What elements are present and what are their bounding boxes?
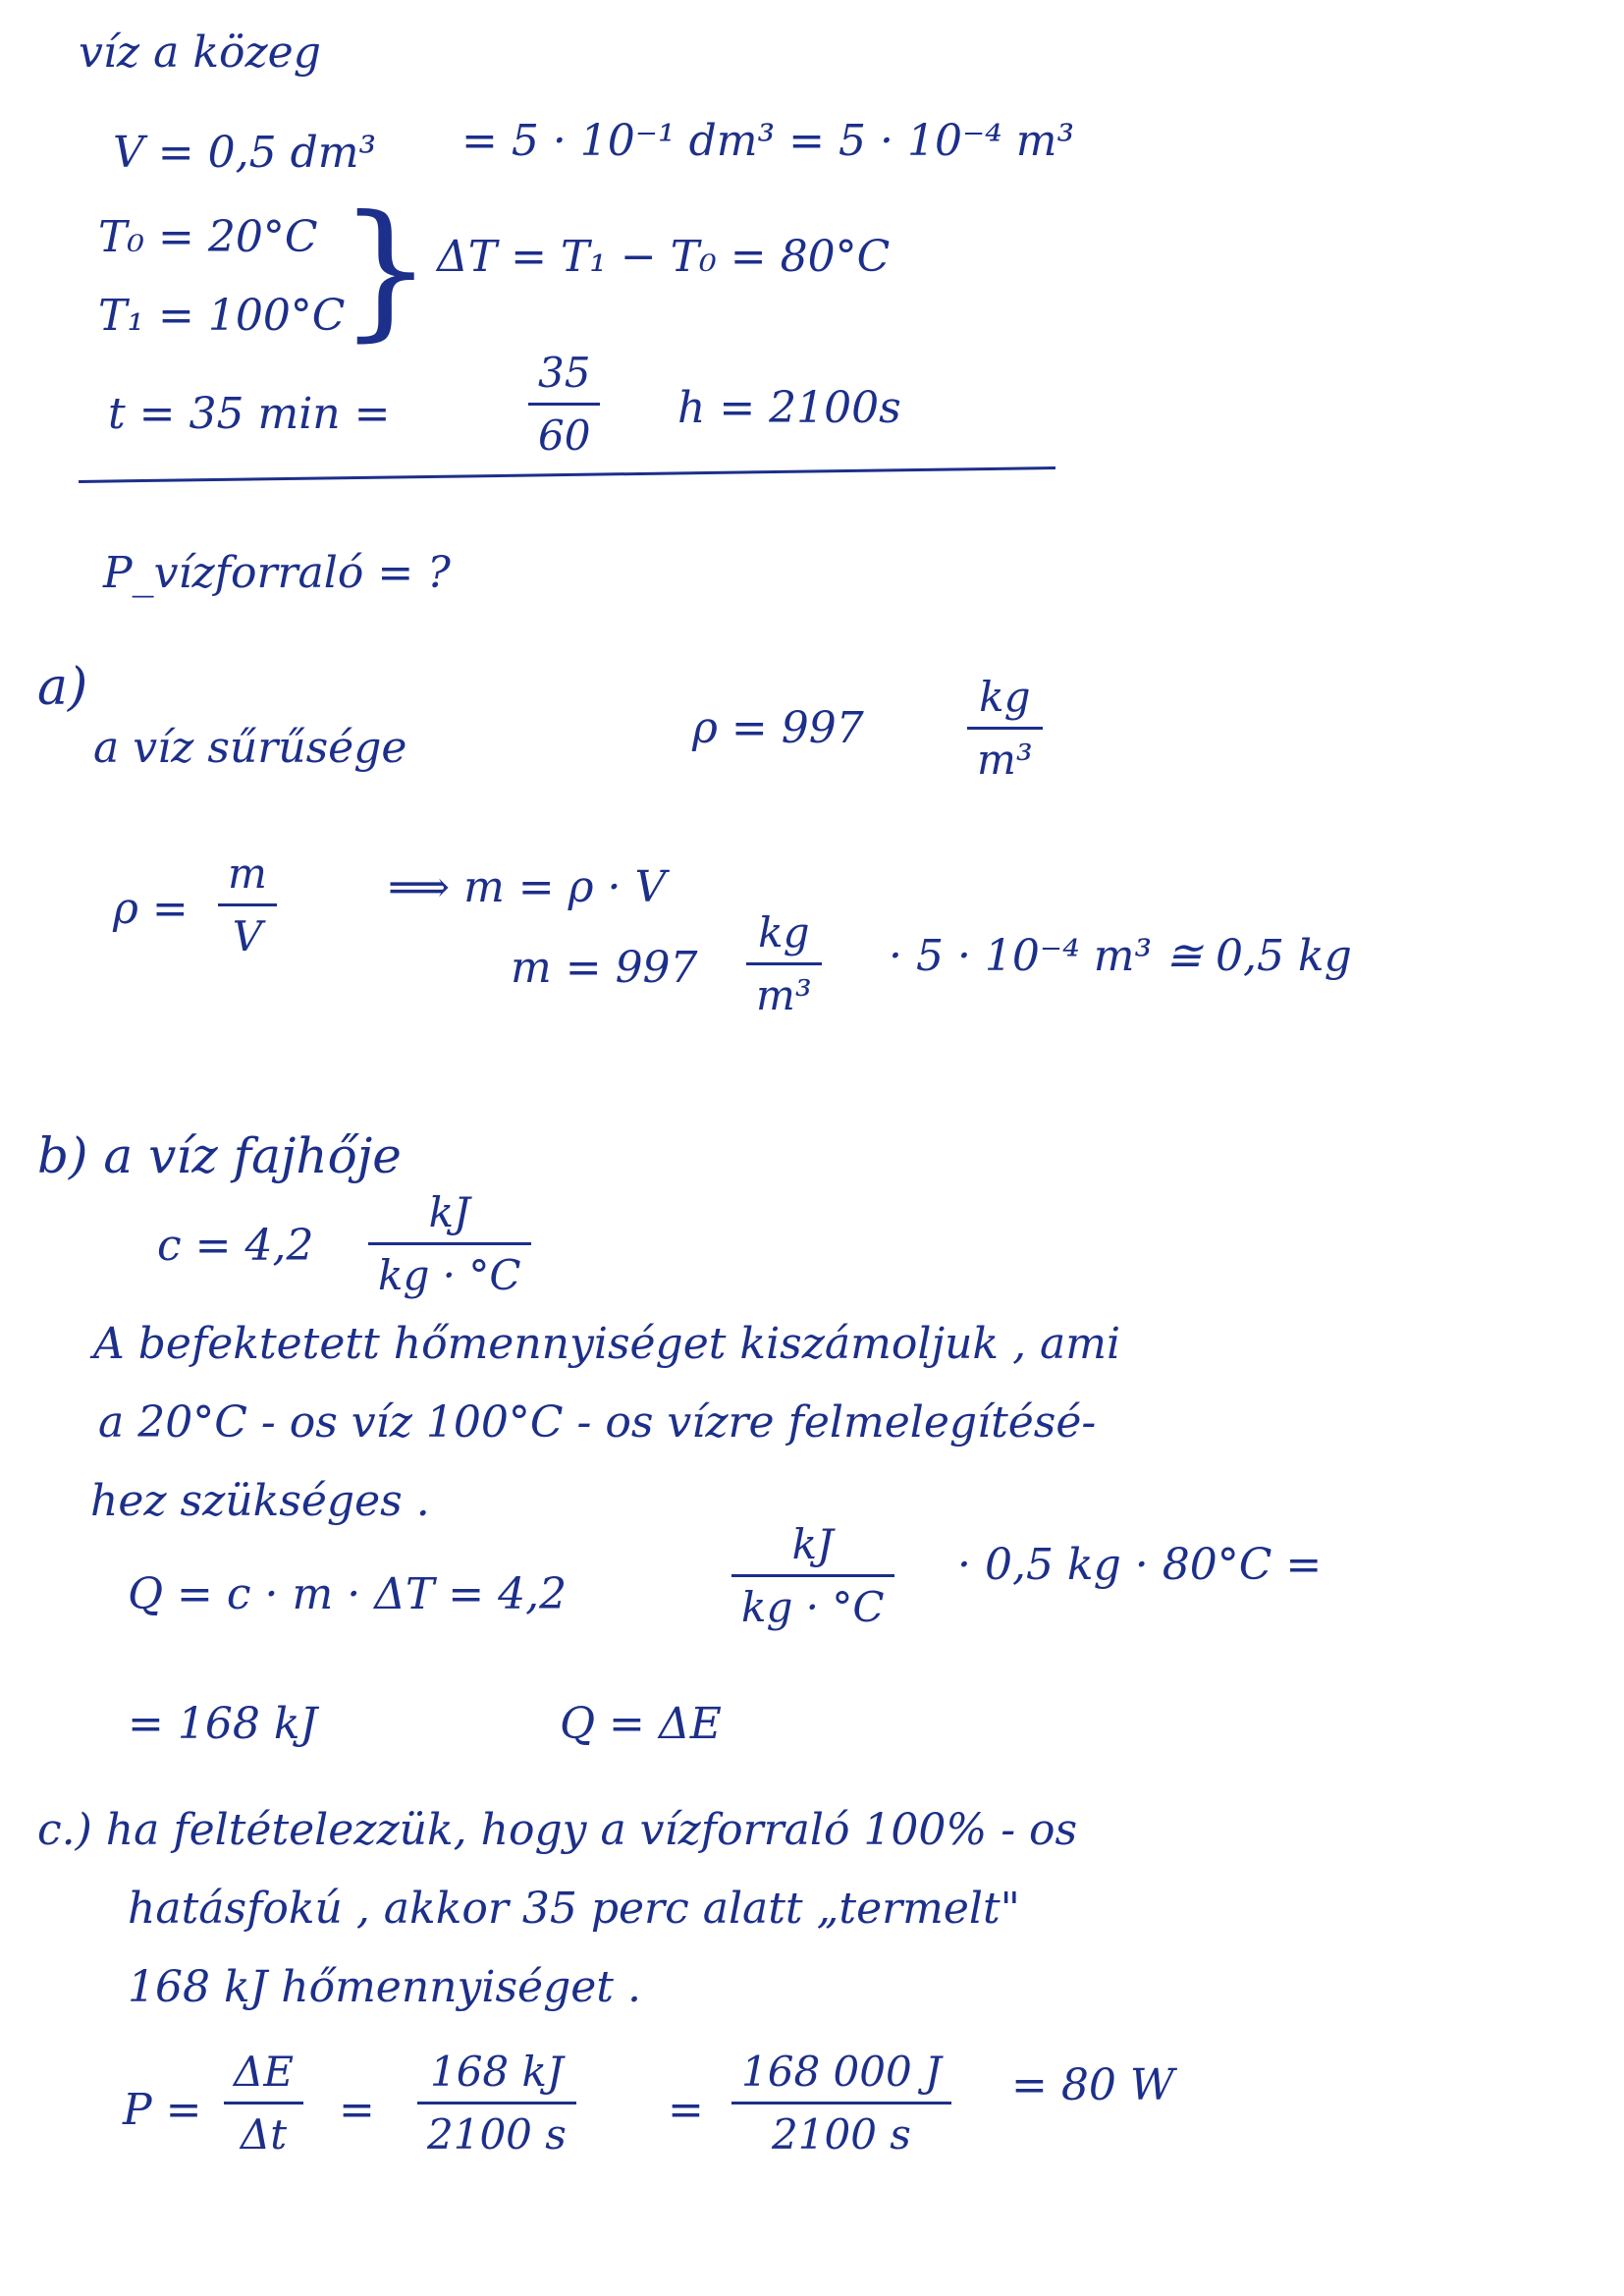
time-fraction-numerator: 35 xyxy=(538,349,591,397)
heat-energy-equality: Q = ΔE xyxy=(560,1699,722,1749)
heat-unit-fraction xyxy=(731,1520,894,1631)
heat-text-line3: hez szükséges . xyxy=(90,1476,430,1526)
c-unit-num: kJ xyxy=(428,1188,470,1236)
power-frac1-num: ΔE xyxy=(234,2048,294,2096)
power-result: = 80 W xyxy=(1011,2060,1175,2110)
mass-unit-num: kg xyxy=(758,908,810,957)
given-time-rhs: h = 2100s xyxy=(677,383,901,433)
given-t0: T₀ = 20°C xyxy=(98,212,318,262)
density-text: a víz sűrűsége xyxy=(93,723,407,773)
power-fraction-2 xyxy=(417,2048,576,2159)
mass-lhs: m = 997 xyxy=(511,943,698,993)
time-fraction xyxy=(528,349,600,460)
heat-unit-den: kg · °C xyxy=(741,1583,885,1631)
power-frac1-den: Δt xyxy=(240,2110,288,2159)
given-volume-conversion: = 5 · 10⁻¹ dm³ = 5 · 10⁻⁴ m³ xyxy=(461,116,1075,166)
heat-unit-num: kJ xyxy=(791,1520,834,1568)
power-frac2-num: 168 kJ xyxy=(429,2048,564,2096)
given-delta-t: ΔT = T₁ − T₀ = 80°C xyxy=(437,232,891,282)
part-c-line2: hatásfokú , akkor 35 perc alatt „termelt" xyxy=(128,1884,1020,1934)
heat-equation-rhs: · 0,5 kg · 80°C = xyxy=(957,1540,1323,1590)
fraction-bar xyxy=(967,727,1043,730)
c-unit-den: kg · °C xyxy=(378,1251,521,1299)
fraction-bar xyxy=(731,1574,894,1577)
rho-num: m xyxy=(228,849,267,898)
given-t1: T₁ = 100°C xyxy=(98,291,346,341)
power-fraction-3 xyxy=(731,2048,951,2159)
density-lhs: ρ = 997 xyxy=(692,703,864,753)
density-unit-den: m³ xyxy=(977,736,1033,784)
medium-note: víz a közeg xyxy=(79,27,321,78)
unknown-power: P_vízforraló = ? xyxy=(103,548,451,598)
fraction-bar xyxy=(224,2102,303,2105)
part-c-line3: 168 kJ hőmennyiséget . xyxy=(128,1962,641,2012)
given-separator-line xyxy=(79,466,1056,483)
density-unit-fraction xyxy=(967,673,1043,784)
part-c-line1: c.) ha feltételezzük, hogy a vízforraló 100% - os xyxy=(37,1805,1078,1855)
fraction-bar xyxy=(746,962,822,965)
density-unit-num: kg xyxy=(979,673,1031,721)
fraction-bar xyxy=(731,2102,951,2105)
heat-result: = 168 kJ xyxy=(128,1699,318,1749)
rho-fraction xyxy=(218,849,277,960)
power-fraction-1 xyxy=(224,2048,303,2159)
power-frac3-den: 2100 s xyxy=(772,2110,911,2159)
c-unit-fraction xyxy=(368,1188,531,1299)
rho-den: V xyxy=(232,912,263,960)
power-lhs: P = xyxy=(123,2085,202,2135)
mass-rhs: · 5 · 10⁻⁴ m³ ≅ 0,5 kg xyxy=(889,931,1352,981)
power-eq-1: = xyxy=(339,2085,375,2135)
power-eq-2: = xyxy=(668,2085,704,2135)
part-b-label: b) a víz fajhője xyxy=(37,1127,402,1184)
fraction-bar xyxy=(528,403,600,406)
given-volume: V = 0,5 dm³ xyxy=(113,128,377,178)
fraction-bar xyxy=(368,1242,531,1245)
heat-text-line1: A befektetett hőmennyiséget kiszámoljuk , ami xyxy=(93,1319,1121,1369)
power-frac3-num: 168 000 J xyxy=(741,2048,942,2096)
implies-mass: ⟹ m = ρ · V xyxy=(388,862,667,912)
temperature-brace: } xyxy=(339,185,433,355)
time-fraction-denominator: 60 xyxy=(538,411,591,460)
mass-unit-den: m³ xyxy=(756,971,812,1019)
mass-unit-fraction xyxy=(746,908,822,1019)
fraction-bar xyxy=(218,903,277,906)
power-frac2-den: 2100 s xyxy=(427,2110,567,2159)
heat-equation-lhs: Q = c · m · ΔT = 4,2 xyxy=(128,1569,568,1619)
given-time-lhs: t = 35 min = xyxy=(108,389,391,439)
heat-text-line2: a 20°C - os víz 100°C - os vízre felmelegítésé- xyxy=(98,1397,1097,1448)
fraction-bar xyxy=(417,2102,576,2105)
c-lhs: c = 4,2 xyxy=(157,1221,314,1271)
part-a-label: a) xyxy=(37,658,88,717)
rho-lhs: ρ = xyxy=(113,884,189,934)
